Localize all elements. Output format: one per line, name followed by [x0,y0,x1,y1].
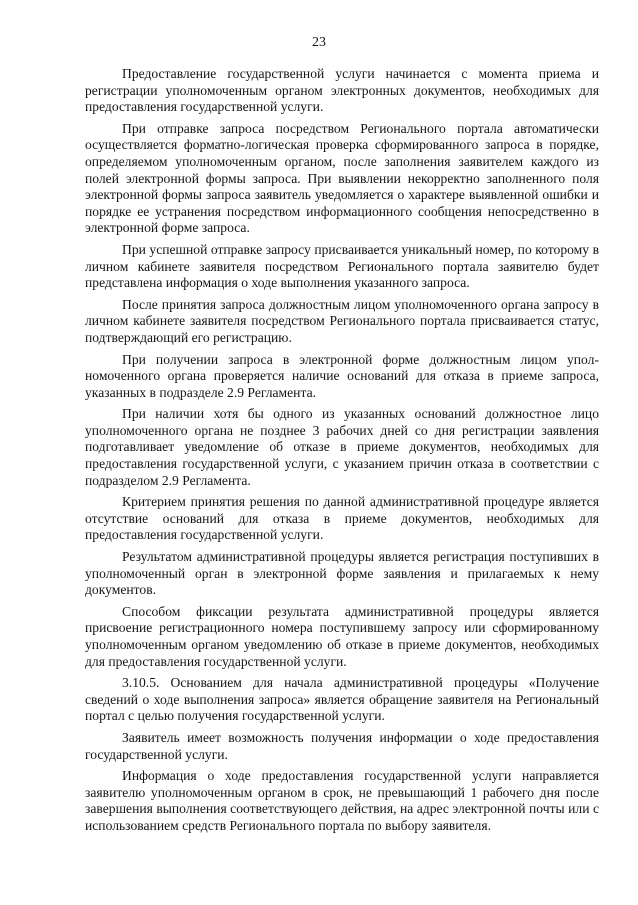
paragraph-7: Критерием принятия решения по данной административной процедуре является отсутствие оснований для отказа в приеме документов, необходимых для предоставления государственной услуги. [85,494,599,543]
paragraph-3: При успешной отправке запросу присваивается уникальный номер, по которому в личном кабинете заявителя посредством Регионального портала заявителю будет представлена информация о ходе выполнения указанного запроса. [85,241,599,291]
paragraph-9: Способом фиксации результата административной процедуры является присвоение регистрационного номера поступившему запросу или сформированному уполномоченным органом уведомлению об отказе в приеме документов, необходимых для предоставления государственной услуги. [85,603,599,669]
paragraph-4: После принятия запроса должностным лицом уполномоченного органа запросу в личном кабинете заявителя посредством Регионального портала присваивается статус, подтверждающий его регистрацию. [85,296,599,345]
paragraph-2: При отправке запроса посредством Регионального портала автоматически осуществляется форматно-логическая проверка сформированного запроса в порядке, определяемом уполномоченным органом, после заполнения заявителем каждого из полей электронной формы запроса. При выявлении некорректно заполненного поля электронной формы запроса заявитель уведомляется о характере выявленной ошибки и порядке ее устранения посредством информационного сообщения непосредственно в электронной форме запроса. [85,120,599,236]
paragraph-1: Предоставление государственной услуги начинается с момента приема и регистрации уполномоченным органом электронных документов, необходимых для предоставления государственной услуги. [85,66,599,115]
text-body [85,66,599,840]
paragraph-12: Информация о ходе предоставления государственной услуги направляется заявителю уполномоченным органом в срок, не превышающий 1 рабочего дня после завершения выполнения соответствующего действия, на адрес электронной почты или с использованием средств Регионального портала по выбору заявителя. [85,768,599,833]
paragraph-10: 3.10.5. Основанием для начала административной процедуры «Получение сведений о ходе выполнения запроса» является обращение заявителя на Региональный портал с целью получения государственной услуги. [85,675,599,724]
paragraph-6: При наличии хотя бы одного из указанных оснований должностное лицо уполномоченного органа не позднее 3 рабочих дней со дня регистрации заявления подготавливает уведомление об отказе в приеме документов, необходимых для предоставления государственной услуги, с указанием причин отказа в соответствии с подразделом 2.9 Регламента. [85,406,599,488]
paragraph-11: Заявитель имеет возможность получения информации о ходе предоставления государственной услуги. [85,729,599,762]
page-number: 23 [312,35,326,50]
paragraph-5: При получении запроса в электронной форме должностным лицом уполномоченного органа проверяется наличие оснований для отказа в приеме запроса, указанных в подразделе 2.9 Регламента. [85,351,599,400]
paragraph-8: Результатом административной процедуры является регистрация поступивших в уполномоченный орган в электронной форме заявления и прилагаемых к нему документов. [85,549,599,598]
